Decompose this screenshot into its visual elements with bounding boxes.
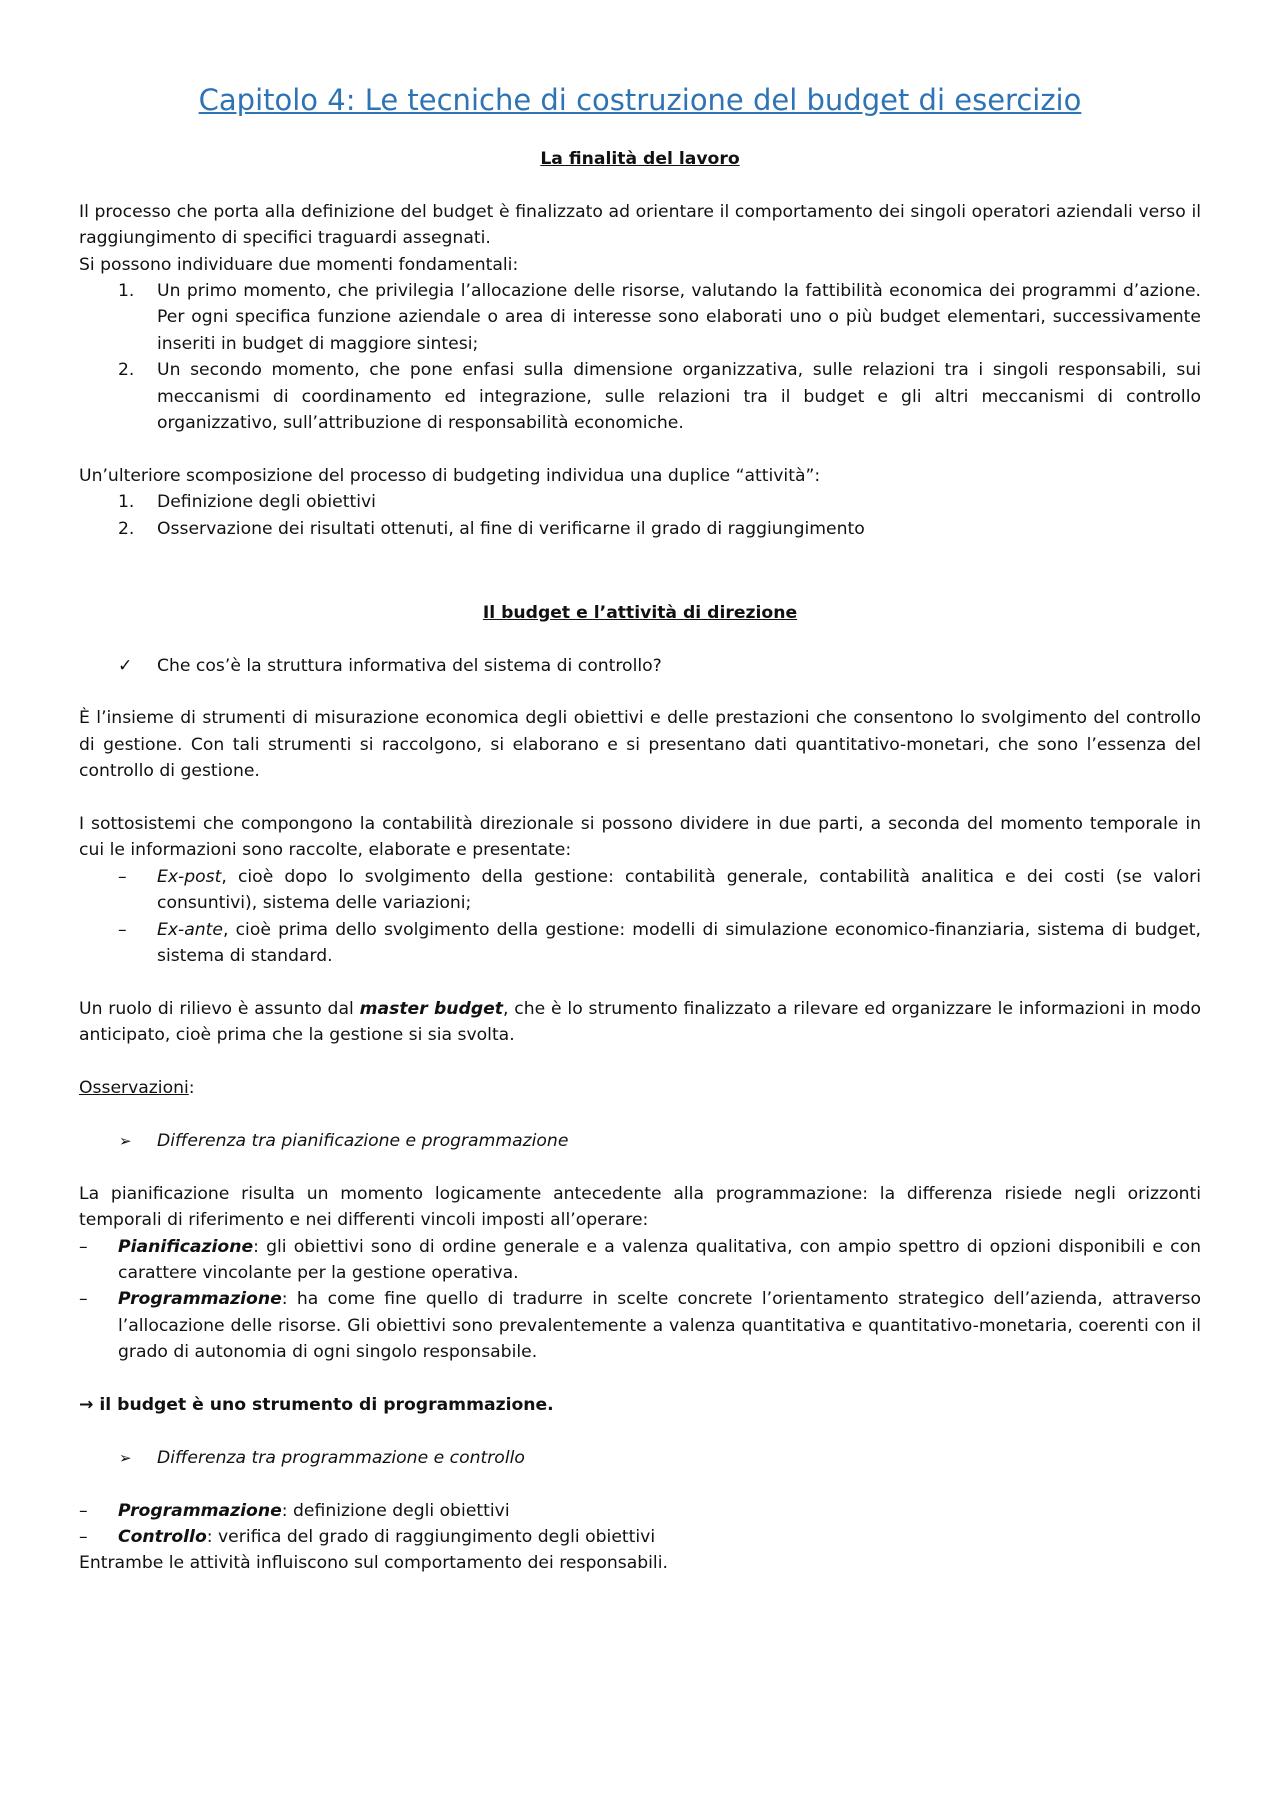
list-item	[79, 917, 1201, 970]
moments-list	[79, 278, 1201, 436]
list-item-text: : gli obiettivi sono di ordine generale e a valenza qualitativa, con ampio spettro di opzioni disponibili e con carattere vincolante per la gestione operativa.	[118, 1236, 1201, 1283]
list-item-text: : definizione degli obiettivi	[281, 1500, 510, 1521]
list-item-text: Un primo momento, che privilegia l’allocazione delle risorse, valutando la fattibilità economica dei programmi d’azione. Per ogni specifica funzione aziendale o area di interesse sono elaborati uno o più budget elementari, successivamente inseriti in budget di maggiore sintesi;	[157, 281, 1201, 354]
text-span: Un ruolo di rilievo è assunto dal	[79, 998, 360, 1019]
list-item-text: Un secondo momento, che pone enfasi sulla dimensione organizzativa, sulle relazioni tra i singoli responsabili, sui meccanismi di coordinamento ed integrazione, sulle relazioni tra il budget e gli altri meccanismi di controllo organizzativo, sull’attribuzione di responsabilità economiche.	[157, 360, 1201, 434]
subtopic-item	[79, 1445, 1201, 1471]
paragraph	[79, 996, 1201, 1049]
question-item	[79, 653, 1201, 679]
question-text: Che cos’è la struttura informativa del sistema di controllo?	[157, 655, 662, 676]
paragraph: Si possono individuare due momenti fondamentali:	[79, 254, 519, 275]
check-icon: ✓	[118, 655, 133, 676]
list-item	[79, 516, 1201, 542]
term: Ex-post	[157, 866, 222, 887]
plan-list	[79, 1234, 1201, 1366]
subtopic-title: Differenza tra programmazione e controllo	[157, 1447, 525, 1468]
list-item	[79, 357, 1201, 436]
list-number: 2.	[118, 518, 135, 539]
list-item-text: , cioè prima dello svolgimento della gestione: modelli di simulazione economico-finanziaria, sistema di budget, sistema di standard.	[157, 919, 1201, 967]
arrowhead-bullet-icon: ➢	[119, 1448, 132, 1467]
paragraph: Un’ulteriore scomposizione del processo di budgeting individua una duplice “attività”:	[79, 465, 821, 486]
activities-list	[79, 489, 1201, 542]
paragraph: Entrambe le attività influiscono sul comportamento dei responsabili.	[79, 1553, 668, 1574]
parts-list	[79, 864, 1201, 970]
observations-text: Osservazioni	[79, 1078, 189, 1099]
term: Pianificazione	[118, 1236, 254, 1257]
subtopic-item	[79, 1128, 1201, 1154]
list-item	[79, 489, 1201, 515]
term: Ex-ante	[157, 919, 223, 940]
text-span: , che è lo strumento finalizzato a rilevare ed organizzare le informazioni in modo anticipato, cioè prima che la gestione si sia svolta.	[79, 998, 1201, 1046]
paragraph: È l’insieme di strumenti di misurazione economica degli obiettivi e delle prestazioni che consentono lo svolgimento del controllo di gestione. Con tali strumenti si raccolgono, si elaborano e si presentano dati quantitativo-monetari, che sono l’essenza del controllo di gestione.	[79, 708, 1201, 782]
arrowhead-bullet-icon: ➢	[119, 1131, 132, 1150]
control-list	[79, 1498, 1201, 1551]
term: Programmazione	[118, 1500, 282, 1521]
list-number: 1.	[118, 492, 135, 513]
list-item-text: , cioè dopo lo svolgimento della gestione: contabilità generale, contabilità analitica e dei costi (se valori consuntivi), sistema delle variazioni;	[157, 866, 1201, 914]
list-item-text: : ha come fine quello di tradurre in scelte concrete l’orientamento strategico dell’azienda, attraverso l’allocazione delle risorse. Gli obiettivi sono prevalentemente a valenza quantitativa e quantitativo-monetaria, coerenti con il grado di autonomia di ogni singolo responsabile.	[118, 1289, 1201, 1363]
conclusion: → il budget è uno strumento di programmazione.	[79, 1394, 554, 1415]
list-item	[79, 1498, 1201, 1524]
paragraph: I sottosistemi che compongono la contabilità direzionale si possono dividere in due parti, a seconda del momento temporale in cui le informazioni sono raccolte, elaborate e presentate:	[79, 814, 1201, 861]
list-item	[79, 1524, 1201, 1550]
subtopic-title: Differenza tra pianificazione e programmazione	[157, 1130, 569, 1151]
paragraph: Il processo che porta alla definizione del budget è finalizzato ad orientare il comportamento dei singoli operatori aziendali verso il raggiungimento di specifici traguardi assegnati.	[79, 201, 1201, 249]
dash-marker: –	[118, 919, 127, 940]
dash-marker: –	[79, 1500, 88, 1521]
observations-label	[79, 1075, 1201, 1101]
list-number: 1.	[118, 281, 135, 302]
dash-marker: –	[118, 866, 127, 887]
section-heading-direzione: Il budget e l’attività di direzione	[482, 602, 798, 623]
list-item	[79, 1234, 1201, 1287]
term-master-budget: master budget	[359, 998, 504, 1019]
term: Programmazione	[118, 1289, 282, 1310]
dash-marker: –	[79, 1526, 88, 1547]
paragraph: La pianificazione risulta un momento logicamente antecedente alla programmazione: la differenza risiede negli orizzonti temporali di riferimento e nei differenti vincoli imposti all’operare:	[79, 1183, 1201, 1231]
list-item	[79, 1286, 1201, 1365]
colon: :	[188, 1078, 195, 1099]
dash-marker: –	[79, 1289, 88, 1310]
dash-marker: –	[79, 1236, 88, 1257]
list-item-text: : verifica del grado di raggiungimento degli obiettivi	[206, 1526, 656, 1547]
list-item-text: Osservazione dei risultati ottenuti, al fine di verificarne il grado di raggiungimento	[157, 518, 865, 539]
term: Controllo	[118, 1526, 207, 1547]
page-title[interactable]: Capitolo 4: Le tecniche di costruzione del budget di esercizio	[198, 83, 1082, 117]
section-heading-finalita: La finalità del lavoro	[540, 149, 740, 169]
list-item	[79, 278, 1201, 357]
list-item-text: Definizione degli obiettivi	[157, 492, 376, 513]
list-item	[79, 864, 1201, 917]
list-number: 2.	[118, 360, 135, 381]
